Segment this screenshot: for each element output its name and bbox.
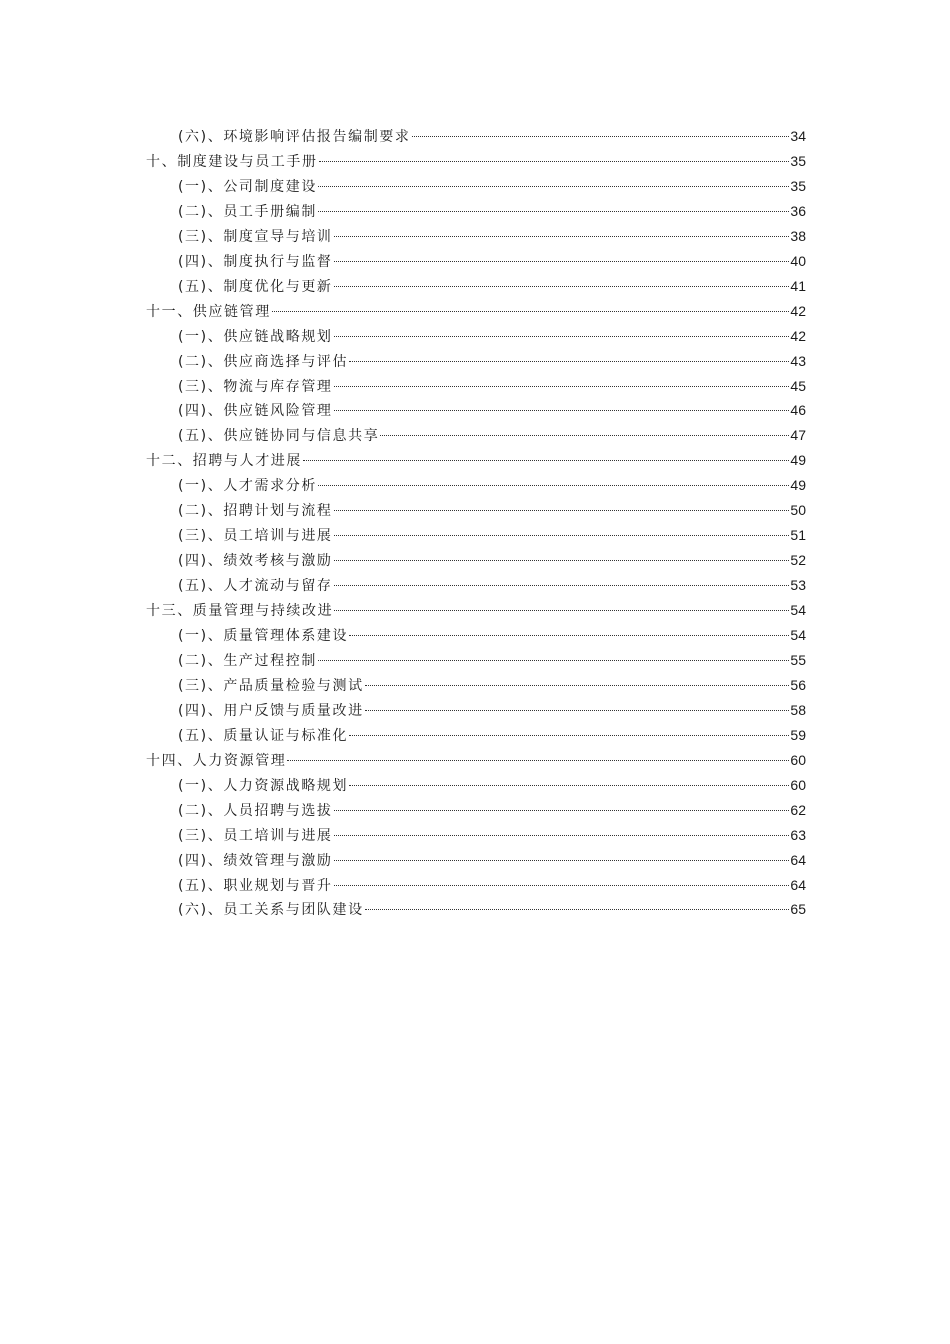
toc-page-number: 52: [790, 552, 806, 569]
toc-section-entry[interactable]: [178, 473, 806, 498]
toc-section-entry[interactable]: [178, 723, 806, 748]
toc-dot-leader: [334, 835, 790, 836]
toc-chapter-entry[interactable]: [146, 299, 806, 324]
toc-section-entry[interactable]: [178, 374, 806, 399]
toc-page-number: 40: [790, 252, 806, 269]
toc-dot-leader: [334, 410, 790, 411]
toc-entry-title: (一)、质量管理体系建设: [178, 628, 349, 644]
toc-page-number: 59: [790, 726, 806, 743]
toc-section-entry[interactable]: [178, 174, 806, 199]
toc-entry-title: 十四、人力资源管理: [146, 752, 287, 769]
toc-entry-title: (五)、人才流动与留存: [178, 578, 333, 595]
toc-page-number: 49: [790, 452, 806, 469]
toc-section-entry[interactable]: [178, 698, 806, 723]
toc-page-number: 63: [790, 826, 806, 843]
toc-dot-leader: [272, 311, 790, 312]
toc-section-entry[interactable]: [178, 199, 806, 224]
toc-entry-title: (六)、环境影响评估报告编制要求: [178, 129, 411, 145]
toc-section-entry[interactable]: [178, 848, 806, 873]
toc-page-number: 55: [790, 651, 806, 668]
toc-entry-title: (五)、职业规划与晋升: [178, 877, 333, 894]
toc-entry-title: (五)、制度优化与更新: [178, 278, 333, 295]
toc-page-number: 60: [790, 751, 806, 768]
toc-dot-leader: [334, 585, 790, 586]
toc-section-entry[interactable]: [178, 623, 806, 648]
toc-page-number: 58: [790, 701, 806, 718]
toc-entry-title: (四)、绩效管理与激励: [178, 852, 333, 869]
toc-page-number: 34: [790, 128, 806, 144]
toc-page-number: 35: [790, 152, 806, 169]
toc-dot-leader: [334, 336, 790, 337]
toc-entry-title: (一)、供应链战略规划: [178, 328, 333, 345]
toc-entry-title: (六)、员工关系与团队建设: [178, 902, 364, 919]
toc-entry-title: 十一、供应链管理: [146, 303, 271, 320]
toc-entry-title: (二)、供应商选择与评估: [178, 353, 349, 370]
toc-entry-title: 十三、质量管理与持续改进: [146, 603, 334, 620]
toc-entry-title: (二)、员工手册编制: [178, 203, 317, 220]
toc-page-number: 46: [790, 402, 806, 419]
toc-page-number: 35: [790, 177, 806, 194]
toc-section-entry[interactable]: [178, 423, 806, 448]
toc-dot-leader: [365, 685, 790, 686]
toc-dot-leader: [334, 560, 790, 561]
toc-entry-title: (四)、用户反馈与质量改进: [178, 702, 364, 719]
toc-dot-leader: [287, 760, 789, 761]
toc-page-number: 64: [790, 851, 806, 868]
toc-page-number: 54: [790, 602, 806, 619]
toc-dot-leader: [334, 885, 790, 886]
toc-dot-leader: [334, 860, 790, 861]
toc-entry-title: (五)、供应链协同与信息共享: [178, 428, 380, 445]
toc-page-number: 43: [790, 352, 806, 369]
toc-section-entry[interactable]: [178, 673, 806, 698]
toc-dot-leader: [349, 785, 789, 786]
toc-dot-leader: [318, 485, 789, 486]
toc-section-entry[interactable]: [178, 648, 806, 673]
toc-page-number: 54: [790, 627, 806, 643]
toc-section-entry[interactable]: [178, 823, 806, 848]
toc-dot-leader: [319, 161, 790, 162]
toc-dot-leader: [349, 361, 789, 362]
toc-dot-leader: [334, 810, 790, 811]
toc-page-number: 47: [790, 427, 806, 444]
toc-entry-title: (三)、物流与库存管理: [178, 378, 333, 395]
toc-entry-title: (一)、人力资源战略规划: [178, 777, 349, 794]
toc-page-number: 41: [790, 277, 806, 294]
toc-dot-leader: [318, 211, 789, 212]
toc-section-entry[interactable]: [178, 573, 806, 598]
toc-dot-leader: [365, 710, 790, 711]
toc-entry-title: 十、制度建设与员工手册: [146, 153, 318, 170]
toc-page-number: 45: [790, 377, 806, 394]
toc-dot-leader: [334, 261, 790, 262]
toc-entry-title: (一)、公司制度建设: [178, 178, 317, 195]
toc-page-number: 53: [790, 577, 806, 594]
toc-section-entry[interactable]: [178, 249, 806, 274]
toc-chapter-entry[interactable]: [146, 748, 806, 773]
toc-section-entry[interactable]: [178, 349, 806, 374]
toc-section-entry[interactable]: [178, 398, 806, 423]
toc-entry-title: (二)、生产过程控制: [178, 652, 317, 669]
toc-entry-title: (四)、制度执行与监督: [178, 253, 333, 270]
toc-chapter-entry[interactable]: [146, 448, 806, 473]
toc-page-number: 36: [790, 202, 806, 219]
toc-chapter-entry[interactable]: [146, 149, 806, 174]
toc-page-number: 60: [790, 776, 806, 793]
toc-page-number: 65: [790, 901, 806, 918]
toc-page-number: 42: [790, 327, 806, 344]
toc-dot-leader: [334, 535, 790, 536]
toc-page-number: 51: [790, 527, 806, 544]
toc-section-entry[interactable]: [178, 798, 806, 823]
toc-section-entry[interactable]: [178, 274, 806, 299]
toc-dot-leader: [334, 236, 790, 237]
toc-dot-leader: [349, 635, 789, 636]
toc-dot-leader: [412, 136, 790, 137]
toc-entry-title: (二)、招聘计划与流程: [178, 503, 333, 520]
toc-section-entry[interactable]: [178, 897, 806, 922]
toc-section-entry[interactable]: [178, 523, 806, 548]
toc-entry-title: (三)、员工培训与进展: [178, 827, 333, 844]
toc-dot-leader: [334, 286, 790, 287]
toc-chapter-entry[interactable]: [146, 598, 806, 623]
toc-section-entry[interactable]: [178, 224, 806, 249]
toc-dot-leader: [349, 735, 789, 736]
toc-entry-title: (四)、供应链风险管理: [178, 403, 333, 420]
toc-entry-title: (一)、人才需求分析: [178, 478, 317, 495]
toc-section-entry[interactable]: [178, 773, 806, 798]
toc-section-entry[interactable]: [178, 873, 806, 898]
toc-entry-title: (五)、质量认证与标准化: [178, 727, 349, 744]
toc-dot-leader: [334, 386, 790, 387]
toc-page-number: 42: [790, 302, 806, 319]
toc-section-entry[interactable]: [178, 324, 806, 349]
toc-page-number: 50: [790, 502, 806, 519]
toc-dot-leader: [334, 610, 789, 611]
toc-entry-title: (三)、产品质量检验与测试: [178, 677, 364, 694]
toc-section-entry[interactable]: [178, 498, 806, 523]
toc-dot-leader: [318, 186, 789, 187]
toc-page-number: 38: [790, 227, 806, 244]
toc-entry-title: (二)、人员招聘与选拔: [178, 802, 333, 819]
toc-page-number: 62: [790, 801, 806, 818]
toc-page-number: 56: [790, 676, 806, 693]
toc-section-entry[interactable]: [178, 124, 806, 149]
toc-entry-title: (四)、绩效考核与激励: [178, 553, 333, 570]
toc-page-number: 49: [790, 477, 806, 494]
toc-entry-title: (三)、员工培训与进展: [178, 528, 333, 545]
toc-dot-leader: [380, 435, 789, 436]
toc-dot-leader: [365, 909, 790, 910]
toc-page-number: 64: [790, 876, 806, 893]
toc-section-entry[interactable]: [178, 548, 806, 573]
toc-dot-leader: [334, 510, 790, 511]
toc-dot-leader: [303, 460, 789, 461]
toc-entry-title: 十二、招聘与人才进展: [146, 453, 302, 470]
toc-entry-title: (三)、制度宣导与培训: [178, 228, 333, 245]
toc-dot-leader: [318, 660, 789, 661]
